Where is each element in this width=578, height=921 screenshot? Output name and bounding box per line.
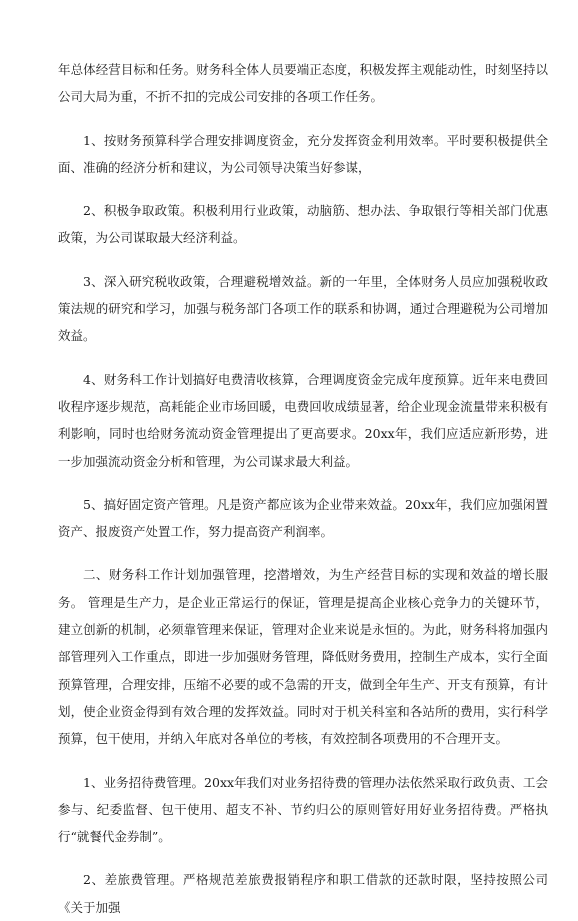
paragraph-item-4: 4、财务科工作计划搞好电费清收核算，合理调度资金完成年度预算。近年来电费回收程序逐步规范，高耗能企业市场回暖，电费回收成绩显著，给企业现金流量带来积极有利影响，同时也给财务流动资金管理提出了更高要求。20xx年，我们应适应新形势，进一步加强流动资金分析和管理，为公司谋求最大利益。	[58, 371, 548, 469]
document-body	[58, 56, 548, 921]
paragraph-section-2: 二、财务科工作计划加强管理，挖潜增效，为生产经营目标的实现和效益的增长服务。 管理是生产力，是企业正常运行的保证，管理是提高企业核心竞争力的关键环节，建立创新的机制，必须靠管理来保证，管理对企业来说是永恒的。为此，财务科将加强内部管理列入工作重点，即进一步加强财务管理，降低财务费用，控制生产成本，实行全面预算管理，合理安排，压缩不必要的或不急需的开支，做到全年生产、开支有预算，有计划，使企业资金得到有效合理的发挥效益。同时对于机关科室和各站所的费用，实行科学预算，包干使用，并纳入年底对各单位的考核，有效控制各项费用的不合理开支。	[58, 567, 548, 747]
paragraph-item-2: 2、积极争取政策。积极利用行业政策，动脑筋、想办法、争取银行等相关部门优惠政策，为公司谋取最大经济利益。	[58, 203, 548, 246]
paragraph-item-1: 1、按财务预算科学合理安排调度资金，充分发挥资金利用效率。平时要积极提供全面、准确的经济分析和建议，为公司领导决策当好参谋，	[58, 132, 548, 175]
paragraph-continuation: 年总体经营目标和任务。财务科全体人员要端正态度，积极发挥主观能动性，时刻坚持以公司大局为重，不折不扣的完成公司安排的各项工作任务。	[58, 62, 548, 105]
paragraph-hospitality-expense: 1、业务招待费管理。20xx年我们对业务招待费的管理办法依然采取行政负责、工会参与、纪委监督、包干使用、超支不补、节约归公的原则管好用好业务招待费。严格执行“就餐代金券制”。	[58, 774, 548, 845]
paragraph-item-5: 5、搞好固定资产管理。凡是资产都应该为企业带来效益。20xx年，我们应加强闲置资产、报废资产处置工作，努力提高资产利润率。	[58, 496, 548, 540]
paragraph-item-3: 3、深入研究税收政策，合理避税增效益。新的一年里，全体财务人员应加强税收政策法规的研究和学习，加强与税务部门各项工作的联系和协调，通过合理避税为公司增加效益。	[58, 273, 548, 344]
paragraph-travel-expense: 2、差旅费管理。严格规范差旅费报销程序和职工借款的还款时限，坚持按照公司《关于加强	[58, 872, 548, 915]
